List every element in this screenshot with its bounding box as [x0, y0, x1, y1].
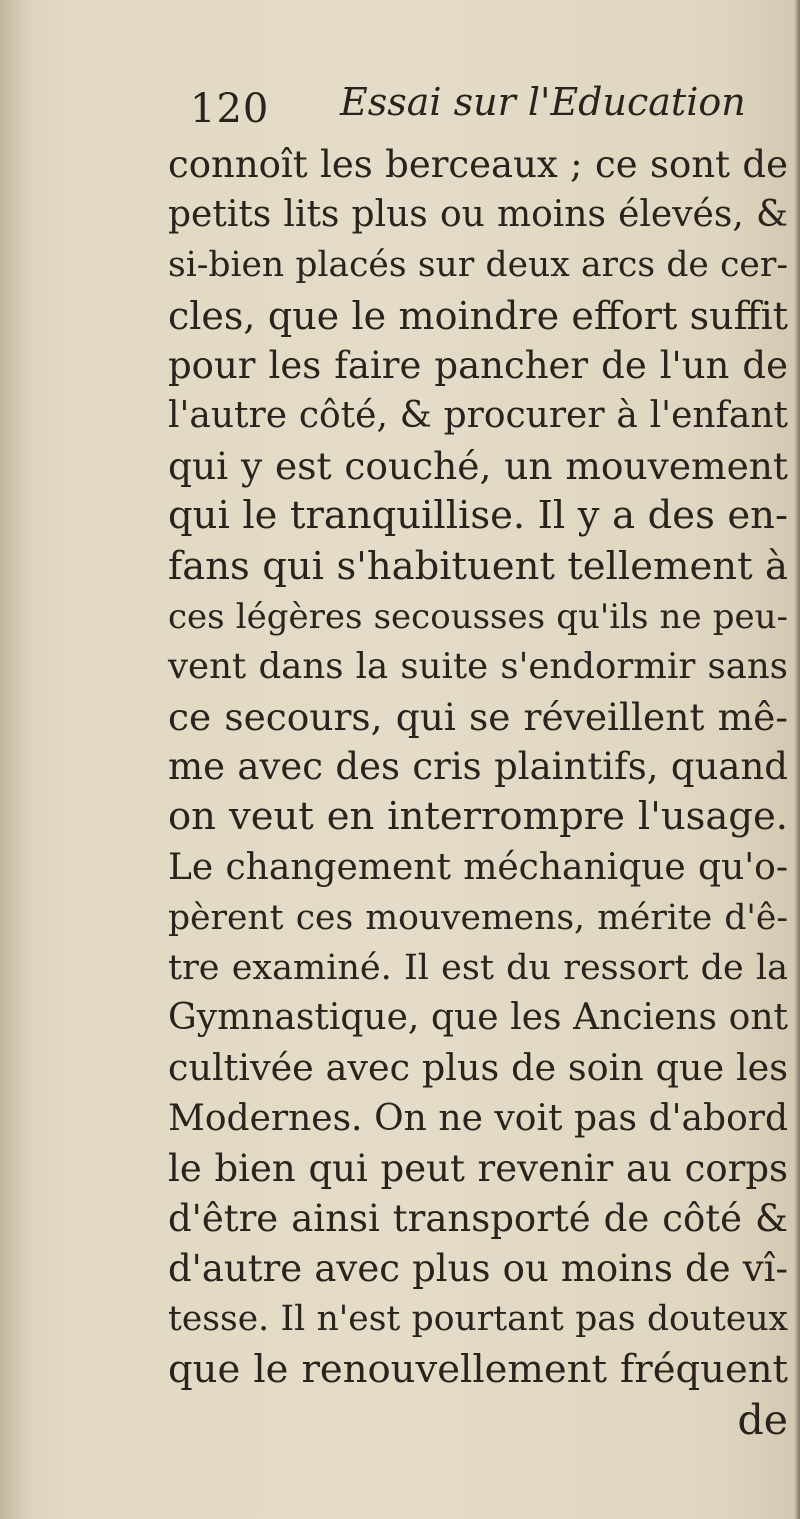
text-line: Modernes. On ne voit pas d'abord [168, 1097, 788, 1139]
body-text [168, 140, 788, 1445]
text-line: pèrent ces mouvemens, mérite d'ê- [168, 897, 788, 938]
text-line: tesse. Il n'est pourtant pas douteux [168, 1299, 788, 1340]
catchword: de [737, 1395, 788, 1444]
text-line: si-bien placés sur deux arcs de cer- [168, 245, 788, 286]
text-line: qui le tranquillise. Il y a des en- [168, 493, 788, 539]
text-line: qui y est couché, un mouvement [168, 444, 788, 489]
page-gutter-shadow [794, 0, 800, 1519]
text-line: le bien qui peut revenir au corps [168, 1146, 788, 1190]
text-line: connoît les berceaux ; ce sont de [168, 143, 788, 186]
text-line: Le changement méchanique qu'o- [168, 846, 788, 888]
text-line: pour les faire pancher de l'un de [168, 343, 788, 387]
text-line: tre examiné. Il est du ressort de la [168, 948, 788, 988]
text-line: cultivée avec plus de soin que les [168, 1046, 788, 1090]
text-line: vent dans la suite s'endormir sans [168, 645, 788, 687]
text-line: me avec des cris plaintifs, quand [168, 745, 788, 789]
page-header [190, 78, 750, 138]
text-line: que le renouvellement fréquent [168, 1346, 788, 1392]
text-line: ce secours, qui se réveillent mê- [168, 695, 788, 740]
text-line: d'autre avec plus ou moins de vî- [168, 1247, 788, 1291]
running-title: Essai sur l'Education [340, 80, 746, 124]
text-line: l'autre côté, & procurer à l'enfant [168, 394, 788, 436]
text-line: petits lits plus ou moins élevés, & [168, 194, 788, 236]
text-line: fans qui s'habituent tellement à [168, 543, 788, 589]
text-line: cles, que le moindre effort suffit [168, 293, 788, 338]
text-line: ces légères secousses qu'ils ne peu- [168, 596, 788, 637]
text-line: on veut en interrompre l'usage. [168, 794, 788, 840]
text-line: Gymnastique, que les Anciens ont [168, 997, 788, 1039]
page-number: 120 [190, 86, 270, 132]
text-line: d'être ainsi transporté de côté & [168, 1196, 788, 1240]
